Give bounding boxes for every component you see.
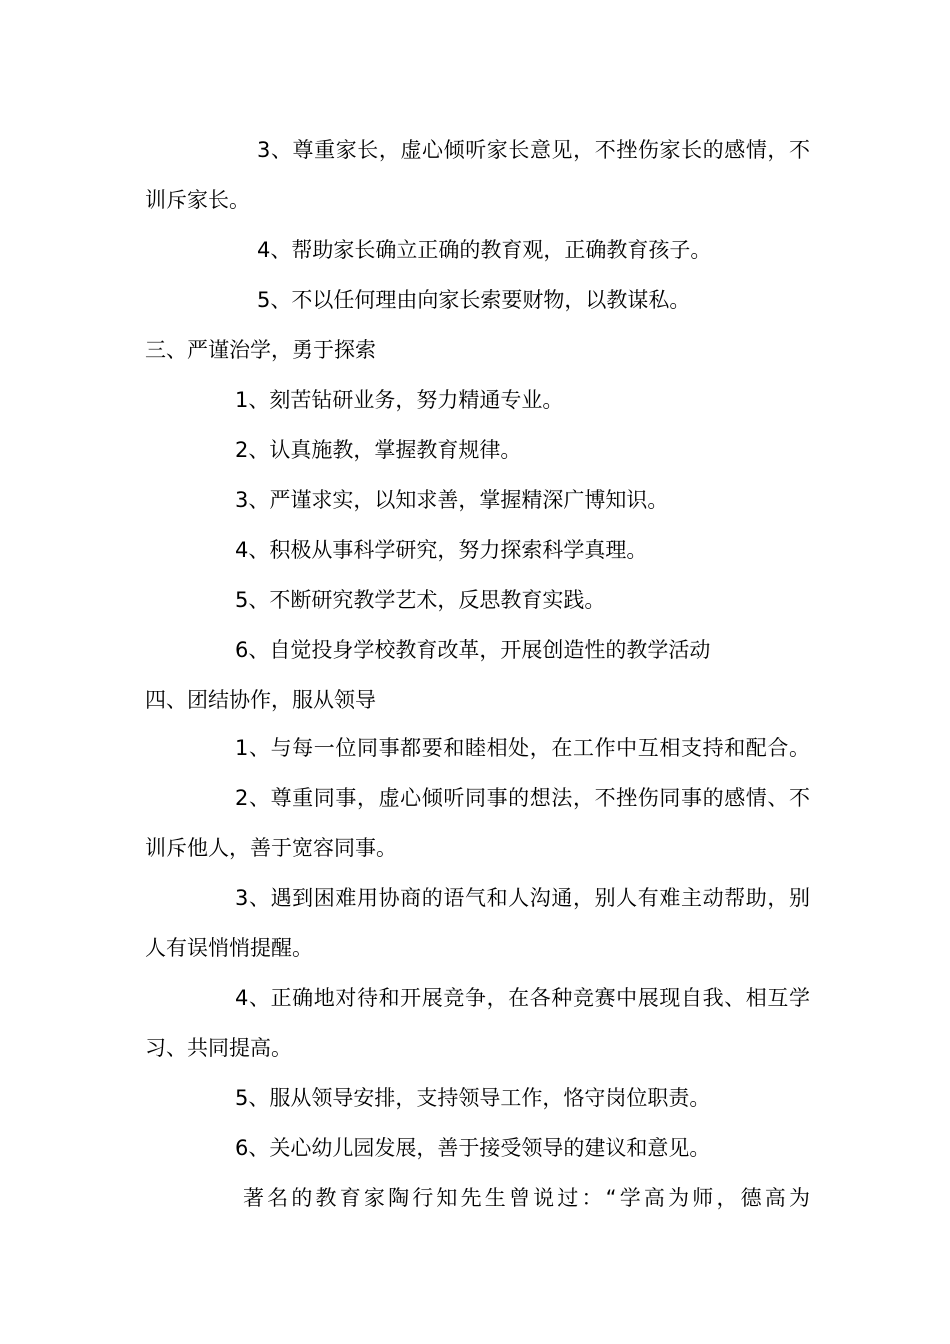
paragraph-line: 5、不以任何理由向家长索要财物，以教谋私。 (257, 288, 691, 312)
paragraph-line: 训斥他人，善于宽容同事。 (145, 836, 397, 860)
list-item: 3、严谨求实，以知求善，掌握精深广博知识。 (235, 488, 669, 512)
paragraph-line: 3、尊重家长，虚心倾听家长意见，不挫伤家长的感情，不 (257, 138, 810, 162)
paragraph-line: 著名的教育家陶行知先生曾说过：“学高为师，德高为 (243, 1186, 810, 1210)
list-item: 6、自觉投身学校教育改革，开展创造性的教学活动 (235, 638, 711, 662)
list-item: 6、关心幼儿园发展，善于接受领导的建议和意见。 (235, 1136, 711, 1160)
list-item: 2、尊重同事，虚心倾听同事的想法，不挫伤同事的感情、不 (235, 786, 810, 810)
section-heading: 三、严谨治学，勇于探索 (145, 338, 376, 362)
paragraph-line: 人有误悄悄提醒。 (145, 936, 313, 960)
list-item: 1、与每一位同事都要和睦相处，在工作中互相支持和配合。 (235, 736, 810, 760)
list-item: 5、不断研究教学艺术，反思教育实践。 (235, 588, 606, 612)
paragraph-line: 习、共同提高。 (145, 1036, 292, 1060)
list-item: 5、服从领导安排，支持领导工作，恪守岗位职责。 (235, 1086, 711, 1110)
list-item: 2、认真施教，掌握教育规律。 (235, 438, 522, 462)
list-item: 1、刻苦钻研业务，努力精通专业。 (235, 388, 564, 412)
list-item: 4、积极从事科学研究，努力探索科学真理。 (235, 538, 648, 562)
paragraph-line: 4、帮助家长确立正确的教育观，正确教育孩子。 (257, 238, 712, 262)
list-item: 3、遇到困难用协商的语气和人沟通，别人有难主动帮助，别 (235, 886, 810, 910)
section-heading: 四、团结协作，服从领导 (145, 688, 376, 712)
paragraph-line: 训斥家长。 (145, 188, 250, 212)
list-item: 4、正确地对待和开展竞争，在各种竞赛中展现自我、相互学 (235, 986, 810, 1010)
